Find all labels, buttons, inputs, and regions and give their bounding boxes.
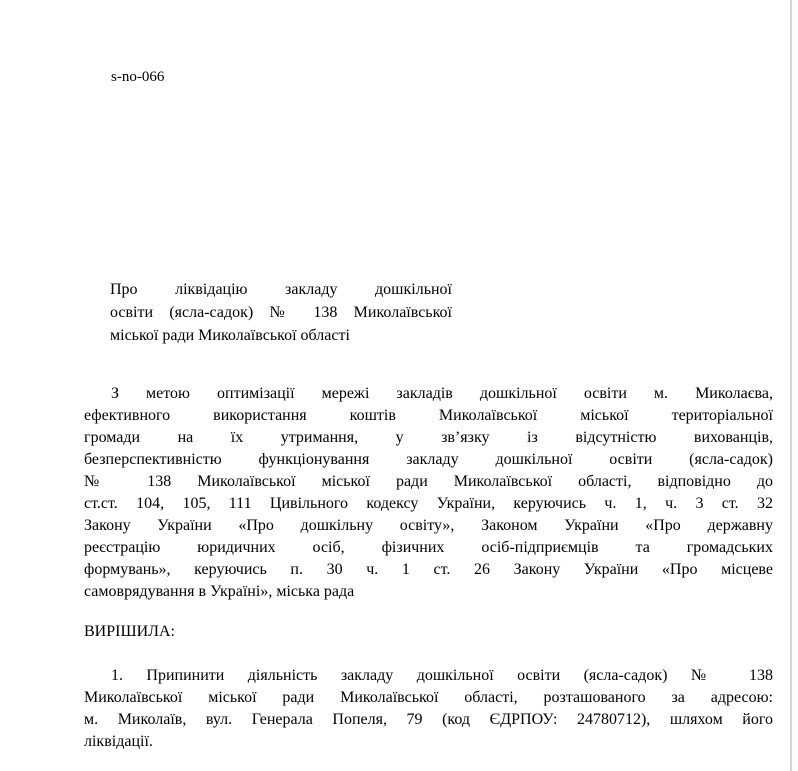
text-line: м. Миколаїв, вул. Генерала Попеля, 79 (код ЄДРПОУ: 24780712), шляхом його — [84, 711, 773, 728]
preamble-paragraph — [84, 383, 773, 603]
text-line: Про ліквідацію закладу дошкільної — [110, 281, 452, 298]
page-right-margin-strip — [792, 0, 798, 771]
text-line: № 138 Миколаївської міської ради Миколаївської області, відповідно до — [84, 473, 773, 490]
text-line: освіти (ясла-садок) № 138 Миколаївської — [110, 304, 452, 321]
text-line: громади на їх утримання, у зв’язку із відсутністю вихованців, — [84, 429, 773, 446]
text-line: ефективного використання коштів Миколаївської міської територіальної — [84, 407, 773, 424]
text-line: ліквідації. — [84, 733, 153, 750]
text-line: Миколаївської міської ради Миколаївської області, розташованого за адресою: — [84, 689, 773, 706]
text-line: реєстрацію юридичних осіб, фізичних осіб-підприємців та громадських — [84, 539, 773, 556]
resolution-word: ВИРІШИЛА: — [84, 623, 175, 640]
text-line: Закону України «Про дошкільну освіту», Законом України «Про державну — [84, 517, 773, 534]
document-id-label: s-no-066 — [111, 69, 165, 85]
text-line: 1. Припинити діяльність закладу дошкільної освіти (ясла-садок) № 138 — [111, 667, 773, 684]
text-line: ст.ст. 104, 105, 111 Цивільного кодексу України, керуючись ч. 1, ч. 3 ст. 32 — [84, 495, 773, 512]
decision-item-1-paragraph — [84, 665, 773, 753]
text-line: самоврядування в Україні», міська рада — [84, 583, 355, 600]
text-line: формувань», керуючись п. 30 ч. 1 ст. 26 Закону України «Про місцеве — [84, 561, 773, 578]
text-line: З метою оптимізації мережі закладів дошкільної освіти м. Миколаєва, — [111, 385, 773, 402]
text-line: міської ради Миколаївської області — [110, 327, 350, 344]
text-line: безперспективністю функціонування закладу дошкільної освіти (ясла-садок) — [84, 451, 773, 468]
document-title — [110, 278, 452, 347]
